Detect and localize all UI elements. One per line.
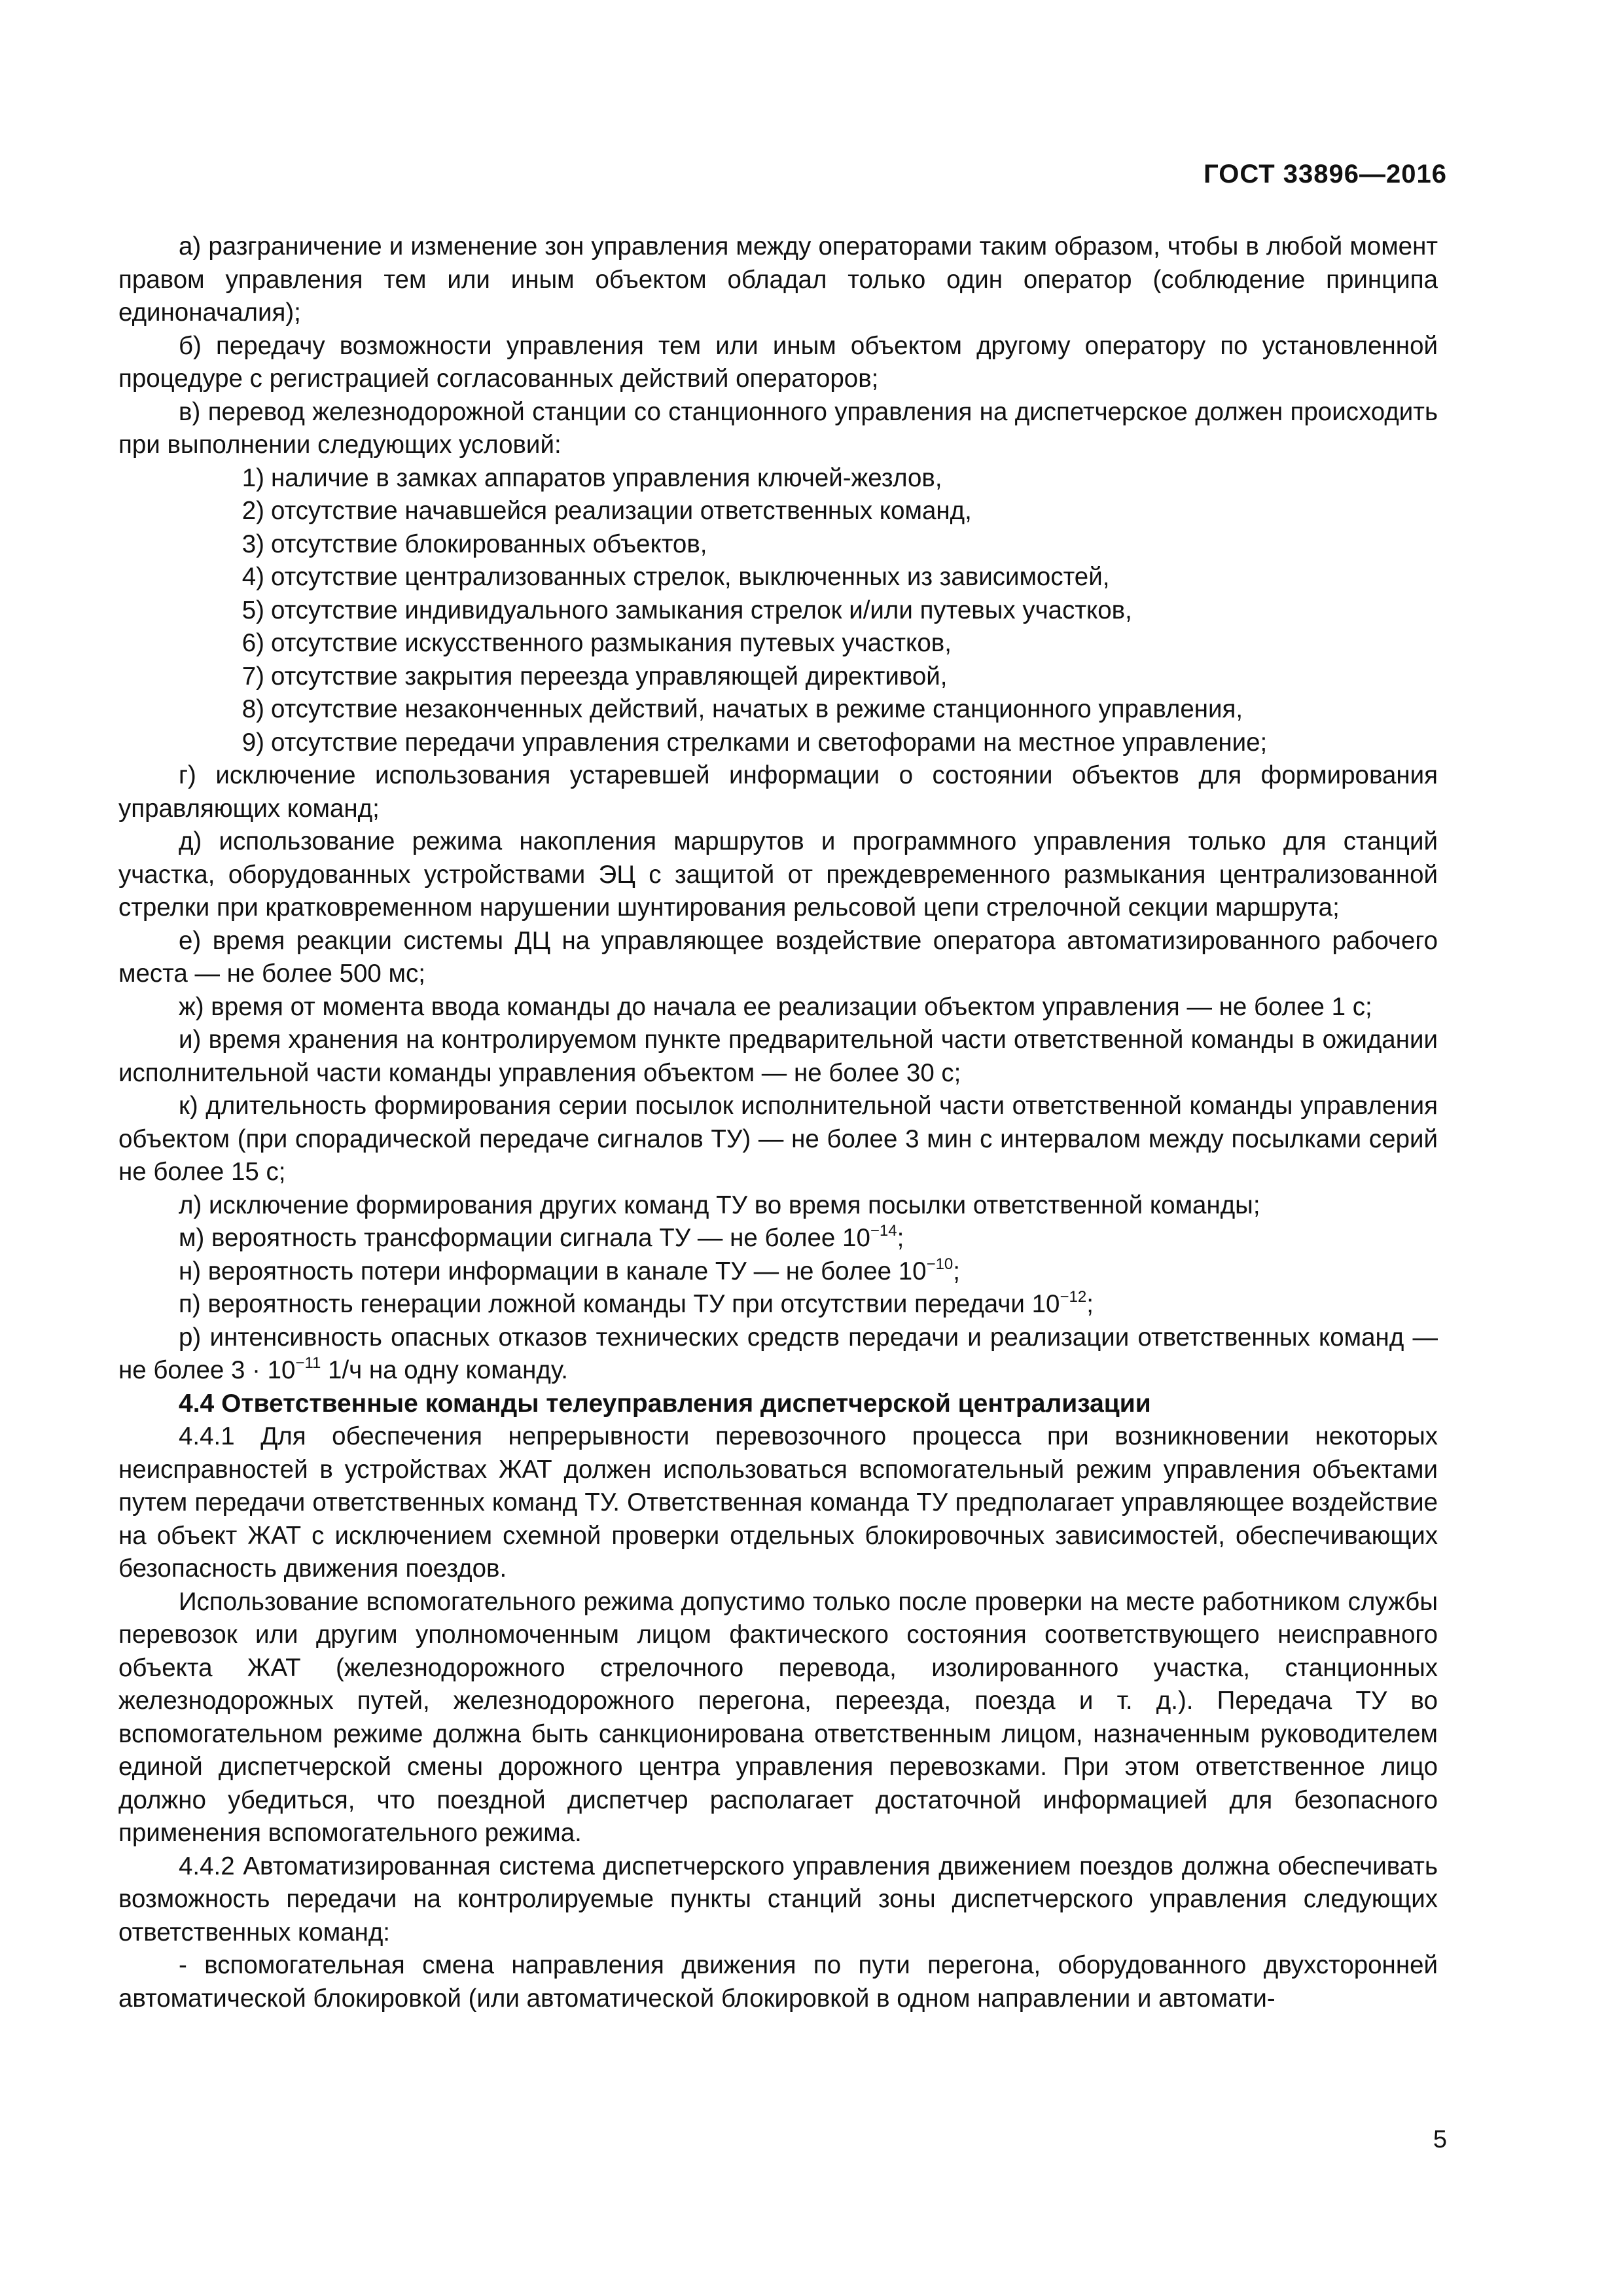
- paragraph-4-4-1: 4.4.1 Для обеспечения непрерывности перевозочного процесса при возникновении некоторых неисправностей в устройствах ЖАТ должен использоваться вспомогательный режим управления объектами путем передачи ответственных команд ТУ. Ответственная команда ТУ предполагает управляющее воздействие на объект ЖАТ с исключением схемной проверки отдельных блокировочных зависимостей, обеспечивающих безопасность движения поездов.: [118, 1422, 1438, 1583]
- paragraph-dash-item: - вспомогательная смена направления движения по пути перегона, оборудованного двухсторонней автоматической блокировкой (или автоматической блокировкой в одном направлении и автомати-: [118, 1951, 1438, 2013]
- condition-item: 5) отсутствие индивидуального замыкания стрелок и/или путевых участков,: [241, 596, 1132, 624]
- condition-item: 9) отсутствие передачи управления стрелками и светофорами на местное управление;: [241, 728, 1268, 757]
- document-body: [118, 230, 1438, 2015]
- list-item-v: в) перевод железнодорожной станции со станционного управления на диспетчерское должен происходить при выполнении следующих условий:: [118, 397, 1438, 459]
- condition-item: 6) отсутствие искусственного размыкания путевых участков,: [241, 629, 952, 657]
- condition-item: 4) отсутствие централизованных стрелок, выключенных из зависимостей,: [241, 563, 1110, 591]
- paragraph-4-4-2: 4.4.2 Автоматизированная система диспетчерского управления движением поездов должна обеспечивать возможность передачи на контролируемые пункты станций зоны диспетчерского управления следующих ответственных команд:: [118, 1852, 1438, 1946]
- list-item-l: л) исключение формирования других команд ТУ во время посылки ответственной команды;: [179, 1191, 1260, 1219]
- list-item-r: р) интенсивность опасных отказов технических средств передачи и реализации ответственных команд — не более $3 \cdot 10^{-11}$ 1/ч на одну команду.: [118, 1323, 1438, 1384]
- condition-item: 8) отсутствие незаконченных действий, начатых в режиме станционного управления,: [241, 695, 1243, 723]
- condition-item: 3) отсутствие блокированных объектов,: [241, 529, 707, 558]
- condition-item: 1) наличие в замках аппаратов управления ключей-жезлов,: [241, 463, 942, 492]
- list-item-n: н) вероятность потери информации в канале ТУ — не более $10^{-10}$;: [179, 1255, 960, 1285]
- list-item-d: д) использование режима накопления маршрутов и программного управления только для станций участка, оборудованных устройствами ЭЦ с защитой от преждевременного размыкания централизованной стрелки при кратковременном нарушении шунтирования рельсовой цепи стрелочной секции маршрута;: [118, 827, 1438, 922]
- exponent: −12: [1060, 1288, 1087, 1306]
- list-item-i: и) время хранения на контролируемом пункте предварительной части ответственной команды в ожидании исполнительной части команды управления объектом — не более 30 с;: [118, 1026, 1438, 1087]
- list-item-e: е) время реакции системы ДЦ на управляющее воздействие оператора автоматизированного рабочего места — не более 500 мс;: [118, 926, 1438, 988]
- condition-item: 7) отсутствие закрытия переезда управляющей директивой,: [241, 662, 948, 691]
- condition-item: 2) отсутствие начавшейся реализации ответственных команд,: [241, 497, 972, 525]
- paragraph-auxiliary-mode: Использование вспомогательного режима допустимо только после проверки на месте работником службы перевозок или другим уполномоченным лицом фактического состояния соответствующего неисправного объекта ЖАТ (железнодорожного стрелочного перевода, изолированного участка, станционных железнодорожных путей, железнодорожного перегона, переезда, поезда и т. д.). Передача ТУ во вспомогательном режиме должна быть санкционирована ответственным лицом, назначенным руководителем единой диспетчерской смены дорожного центра управления перевозками. При этом ответственное лицо должно убедиться, что поездной диспетчер располагает достаточной информацией для безопасного применения вспомогательного режима.: [118, 1587, 1438, 1847]
- list-item-zh: ж) время от момента ввода команды до начала ее реализации объектом управления — не более 1 с;: [179, 992, 1372, 1021]
- document-header: ГОСТ 33896—2016: [1204, 160, 1447, 188]
- section-heading: 4.4 Ответственные команды телеуправления диспетчерской централизации: [179, 1389, 1151, 1418]
- list-item-b: б) передачу возможности управления тем или иным объектом другому оператору по установленной процедуре с регистрацией согласованных действий операторов;: [118, 331, 1438, 393]
- exponent: −11: [295, 1354, 321, 1372]
- list-item-k: к) длительность формирования серии посылок исполнительной части ответственной команды управления объектом (при спорадической передаче сигналов ТУ) — не более 3 мин с интервалом между посылками серий не более 15 с;: [118, 1092, 1438, 1186]
- exponent: −10: [926, 1255, 954, 1273]
- list-item-a: а) разграничение и изменение зон управления между операторами таким образом, чтобы в любой момент правом управления тем или иным объектом обладал только один оператор (соблюдение принципа единоначалия);: [118, 232, 1438, 327]
- list-item-g: г) исключение использования устаревшей информации о состоянии объектов для формирования управляющих команд;: [118, 761, 1438, 823]
- page-number: 5: [1433, 2126, 1447, 2153]
- list-item-p: п) вероятность генерации ложной команды ТУ при отсутствии передачи $10^{-12}$;: [179, 1288, 1094, 1318]
- exponent: −14: [870, 1222, 897, 1240]
- list-item-m: м) вероятность трансформации сигнала ТУ — не более $10^{-14}$;: [179, 1222, 904, 1252]
